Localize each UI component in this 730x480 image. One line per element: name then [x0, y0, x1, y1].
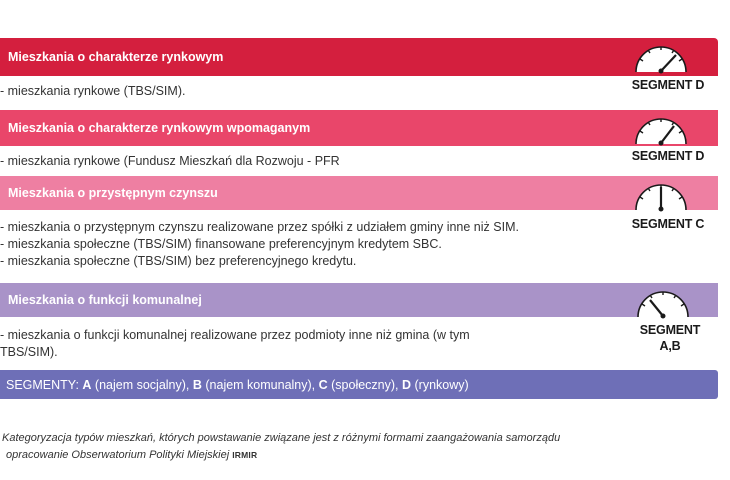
legend-text: (rynkowy): [411, 377, 469, 392]
source-text: opracowanie Obserwatorium Polityki Miejskiej: [6, 449, 230, 461]
source-brand: IRMIR: [232, 450, 258, 460]
category-header-komunalny: [0, 283, 718, 317]
segments-legend: [0, 370, 718, 399]
figure-caption: Kategoryzacja typów mieszkań, których powstawanie związane jest z różnymi formami zaangażowania samorządu: [2, 432, 561, 444]
category-description-komunalny: [0, 327, 470, 361]
legend-prefix: SEGMENTY:: [6, 377, 83, 392]
speedometer-gauge-icon: [631, 176, 691, 212]
description-line: - mieszkania o przystępnym czynszu realizowane przez spółki z udziałem gminy inne niż SIM.: [0, 220, 519, 234]
segment-label: SEGMENT C: [631, 217, 705, 231]
legend-letter: D: [402, 377, 412, 392]
category-description-rynkowy: [0, 83, 185, 100]
legend-letter: C: [318, 377, 328, 392]
segment-label: SEGMENT D: [631, 78, 705, 92]
category-description-przystepny-czynsz: [0, 219, 519, 270]
category-title: Mieszkania o charakterze rynkowym: [8, 50, 224, 64]
category-description-rynkowy-wspomagany: [0, 153, 340, 170]
legend-text: (najem socjalny),: [91, 377, 193, 392]
category-header-rynkowy-wspomagany: [0, 110, 718, 146]
category-title: Mieszkania o funkcji komunalnej: [8, 293, 202, 307]
category-title: Mieszkania o przystępnym czynszu: [8, 186, 218, 200]
category-header-przystepny-czynsz: [0, 176, 718, 210]
description-line: - mieszkania rynkowe (Fundusz Mieszkań dla Rozwoju - PFR: [0, 154, 340, 168]
segment-label-line: A,B: [659, 339, 681, 353]
category-title: Mieszkania o charakterze rynkowym wpomaganym: [8, 121, 311, 135]
legend-text: (najem komunalny),: [201, 377, 319, 392]
speedometer-gauge-icon: [631, 110, 691, 146]
description-line: - mieszkania społeczne (TBS/SIM) bez preferencyjnego kredytu.: [0, 254, 357, 268]
segment-label-line: SEGMENT: [639, 323, 701, 337]
legend-letter: A: [82, 377, 92, 392]
segment-label: [628, 322, 712, 354]
speedometer-gauge-icon: [631, 38, 691, 74]
figure-source: [6, 449, 257, 461]
segment-label: SEGMENT D: [631, 149, 705, 163]
speedometer-gauge-icon: [633, 283, 693, 319]
legend-letter: B: [192, 377, 202, 392]
description-line: TBS/SIM).: [0, 345, 58, 359]
legend-text: (społeczny),: [327, 377, 402, 392]
description-line: - mieszkania społeczne (TBS/SIM) finansowane preferencyjnym kredytem SBC.: [0, 237, 442, 251]
description-line: - mieszkania rynkowe (TBS/SIM).: [0, 84, 186, 98]
description-line: - mieszkania o funkcji komunalnej realizowane przez podmioty inne niż gmina (w tym: [0, 328, 470, 342]
category-header-rynkowy: [0, 38, 718, 76]
